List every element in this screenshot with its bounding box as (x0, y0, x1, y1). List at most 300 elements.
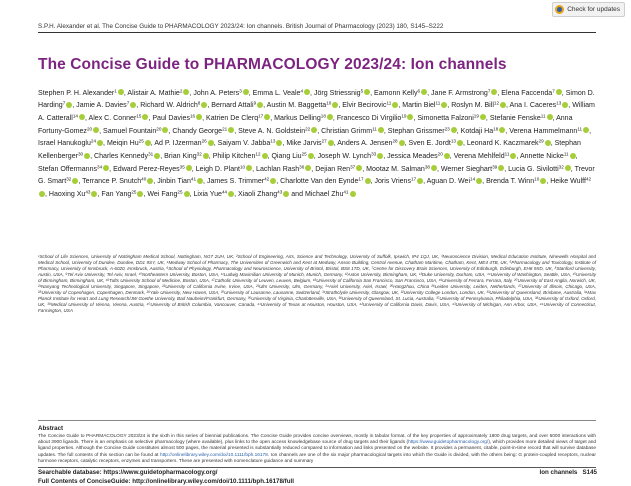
author-affiliation-number: 29 (538, 138, 544, 144)
crossmark-icon (555, 5, 564, 14)
author-item: Ana I. Caceres$^{13}$ , (509, 100, 573, 110)
orcid-icon[interactable] (480, 114, 486, 120)
author-affiliation-number: 7 (62, 100, 66, 106)
author-name[interactable]: Trevor G. Smart (38, 165, 595, 186)
orcid-icon[interactable] (203, 153, 209, 159)
author-item: Stefan Offermanns$^{34}$ , (38, 164, 114, 173)
author-item: Katrien De Clerq$^{17}$ , (206, 113, 275, 122)
author-item: James S. Trimmer$^{42}$ , (206, 176, 281, 186)
orcid-icon[interactable] (84, 153, 90, 159)
author-name[interactable]: Stephan Kellenberger (38, 140, 581, 161)
orcid-icon[interactable] (201, 102, 207, 108)
orcid-icon[interactable] (556, 89, 562, 95)
author-affiliation-number: 21 (222, 126, 228, 132)
author-item: Annette Nicke$^{11}$ , (519, 151, 578, 161)
author-name[interactable]: Brenda T. Winn (486, 178, 535, 186)
author-name[interactable]: Mootaz M. Salman (366, 165, 425, 173)
author-item: Philip Kitchen$^{12}$ , (212, 151, 272, 161)
author-affiliation-number: 41 (190, 176, 197, 182)
author-affiliation-number: 10 (534, 176, 540, 182)
author-name[interactable]: Stefanie Fenske (489, 114, 541, 122)
orcid-icon[interactable] (305, 165, 311, 171)
orcid-icon[interactable] (500, 102, 506, 108)
author-item: Jinbin Tian$^{41}$ , (157, 176, 207, 186)
orcid-icon[interactable] (130, 102, 136, 108)
orcid-icon[interactable] (91, 191, 97, 197)
author-affiliation-number: 37 (350, 164, 356, 170)
author-affiliation-number: 40 (141, 176, 147, 182)
author-affiliation-number: 7 (552, 88, 555, 93)
author-name[interactable]: Saiyam V. Jabba (217, 140, 271, 148)
author-name[interactable]: Lixia Yue (193, 191, 222, 199)
author-affiliation-number: 5 (360, 88, 364, 93)
author-item: Brenda T. Winn$^{10}$ , (486, 176, 551, 186)
orcid-icon[interactable] (457, 140, 463, 146)
author-item: Heike Wulff$^{42}$, (38, 178, 591, 198)
author-item: Israel Hanukoglu$^{24}$ , (38, 138, 107, 148)
author-affiliation-number: 26 (201, 138, 207, 144)
author-item: Fan Yang$^{25}$ , (101, 189, 148, 199)
author-affiliation-number: 11 (563, 151, 569, 157)
author-item: Jessica Meades$^{20}$ , (387, 151, 454, 161)
author-affiliation-number: 11 (435, 100, 441, 106)
author-name[interactable]: Bernard Attali (211, 102, 254, 110)
footer-page-info (540, 469, 597, 476)
author-name[interactable]: Markus Delling (274, 114, 321, 122)
author-affiliation-number: 15 (136, 113, 142, 119)
full-contents-link[interactable]: http://onlinelibrary.wiley.com/doi/10.1111/bph.16178 (160, 452, 268, 458)
author-item: Wei Fang$^{25}$ , (147, 189, 194, 199)
author-affiliation-number: 10 (326, 100, 332, 106)
author-affiliation-number: 38 (424, 164, 430, 170)
orcid-icon[interactable] (328, 140, 334, 146)
abstract-body (38, 434, 596, 465)
author-item (305, 191, 356, 198)
orcid-icon[interactable] (350, 191, 356, 197)
orcid-icon[interactable] (365, 178, 371, 184)
author-affiliation-number: 41 (343, 189, 349, 195)
author-name[interactable]: Roslyn M. Bill (451, 102, 494, 110)
searchable-label: Searchable database: (38, 469, 104, 476)
author-item: Alistair A. Mathie$^2$ , (127, 88, 194, 97)
author-item: Verena Mehlfeld$^{11}$ , (453, 151, 520, 161)
author-name[interactable]: Ana I. Caceres (509, 102, 557, 110)
orcid-icon[interactable] (583, 127, 589, 133)
author-name[interactable]: Jessica Meades (387, 153, 438, 161)
orcid-icon[interactable] (66, 102, 72, 108)
orcid-icon[interactable] (246, 165, 252, 171)
orcid-icon[interactable] (562, 102, 568, 108)
orcid-icon[interactable] (308, 153, 314, 159)
author-name[interactable]: Stefan Offermanns (38, 165, 98, 173)
article-title: The Concise Guide to PHARMACOLOGY 2023/24: Ion channels (38, 56, 507, 73)
author-item: Edward Perez-Reyes$^{35}$ , (113, 164, 196, 173)
author-affiliation-number: 3 (239, 88, 242, 93)
author-affiliation-number: 43 (277, 189, 283, 195)
author-affiliation-number: 39 (492, 164, 498, 170)
author-name[interactable]: Verena Hammelmann (509, 127, 578, 135)
orcid-icon[interactable] (332, 102, 338, 108)
author-name[interactable]: Steve A. N. Goldstein (238, 127, 306, 135)
orcid-icon[interactable] (183, 89, 189, 95)
orcid-icon[interactable] (93, 127, 99, 133)
author-name[interactable]: Verena Mehlfeld (453, 153, 505, 161)
author-name[interactable]: Joseph W. Lynch (317, 153, 372, 161)
author-item: Saiyam V. Jabba$^{13}$ , (217, 138, 287, 148)
author-affiliation-number: 9 (253, 100, 257, 106)
author-name[interactable]: Samuel Fountain (103, 127, 157, 135)
author-name[interactable]: William A. Catterall (38, 102, 595, 122)
orcid-icon[interactable] (378, 127, 384, 133)
author-name[interactable]: Simon D. Harding (38, 89, 595, 110)
author-name[interactable]: Stephen P. H. Alexander (38, 89, 115, 97)
author-item: Roslyn M. Bill$^{12}$ , (451, 100, 510, 110)
author-affiliation-number: 22 (305, 126, 311, 132)
author-affiliation-number: 11 (504, 151, 510, 157)
author-item: Jamie A. Davies$^7$ , (76, 100, 141, 110)
author-affiliation-number: 16 (189, 113, 196, 119)
author-affiliation-number: 18 (493, 126, 499, 132)
orcid-icon[interactable] (196, 114, 202, 120)
author-item: Markus Delling$^{18}$ , (274, 113, 337, 122)
author-name[interactable]: Heike Wulff (550, 178, 586, 186)
orcid-icon[interactable] (399, 140, 405, 146)
author-name[interactable]: Alex C. Conner (88, 114, 137, 122)
orcid-icon[interactable] (364, 89, 370, 95)
author-item: Qiang Liu$^{25}$ , (271, 151, 318, 161)
author-affiliation-number: 33 (371, 151, 377, 157)
author-name[interactable]: Elvir Becirovic (342, 102, 387, 110)
author-item: William A. Catterall$^{14}$ , (38, 102, 595, 122)
author-item: Elena Faccenda$^7$ , (501, 88, 566, 97)
orcid-icon[interactable] (565, 165, 571, 171)
orcid-icon[interactable] (72, 178, 78, 184)
author-name[interactable]: Francesco Di Virgilio (336, 114, 402, 122)
author-affiliation-number: 42 (585, 176, 592, 182)
author-item: Stephen P. H. Alexander$^1$ , (38, 88, 128, 97)
orcid-icon[interactable] (264, 114, 270, 120)
orcid-icon[interactable] (97, 140, 103, 146)
author-item: John A. Peters$^3$ , (193, 88, 253, 97)
author-affiliation-number: 32 (66, 176, 72, 182)
orcid-icon[interactable] (276, 140, 282, 146)
author-name[interactable]: Leigh D. Plant (195, 165, 240, 173)
author-affiliation-number: 25 (138, 138, 144, 144)
orcid-icon[interactable] (103, 165, 109, 171)
orcid-icon[interactable] (327, 114, 333, 120)
author-affiliation-number: 44 (221, 189, 228, 195)
author-affiliation-number: 28 (392, 138, 398, 144)
author-name[interactable]: Charles Kennedy (94, 153, 149, 161)
author-item: Meiqin Hu$^{25}$ , (106, 138, 155, 148)
orcid-icon[interactable] (441, 102, 447, 108)
author-item: Lixia Yue$^{44}$ , (193, 189, 238, 199)
author-name[interactable]: Terrance P. Snutch (82, 178, 142, 186)
orcid-icon[interactable] (154, 153, 160, 159)
author-item: Francesco Di Virgilio$^{19}$ , (336, 113, 418, 122)
abstract-divider (38, 420, 596, 421)
author-affiliation-number: 31 (148, 151, 154, 157)
orcid-icon[interactable] (162, 127, 168, 133)
orcid-icon[interactable] (476, 178, 482, 184)
author-name[interactable]: Jane F. Armstrong (431, 89, 488, 97)
author-affiliation-number: 19 (401, 113, 407, 119)
orcid-icon[interactable] (186, 165, 192, 171)
author-name[interactable]: Charlotte Van den Eynde (280, 178, 359, 186)
check-for-updates-button[interactable] (552, 2, 625, 17)
orcid-icon[interactable] (137, 191, 143, 197)
author-affiliation-number: 7 (126, 100, 130, 106)
author-name[interactable]: Fan Yang (101, 191, 132, 199)
author-name[interactable]: Richard W. Aldrich (140, 102, 198, 110)
orcid-icon[interactable] (257, 102, 263, 108)
author-name[interactable]: Ad P. IJzerman (154, 140, 202, 148)
author-affiliation-number: 14 (470, 176, 476, 182)
orcid-icon[interactable] (262, 153, 268, 159)
author-name[interactable]: Jamie A. Davies (76, 102, 127, 110)
author-name[interactable]: Leonard K. Kaczmarek (466, 140, 539, 148)
author-item: Lucia G. Sivilotti$^{32}$ , (508, 164, 575, 173)
author-affiliation-number: 35 (179, 164, 185, 170)
author-name[interactable]: Elena Faccenda (501, 89, 553, 97)
author-item: Paul Davies$^{16}$ , (152, 113, 207, 122)
author-name[interactable]: Xiaoli Zhang (237, 191, 278, 199)
author-affiliation-number: 6 (417, 88, 421, 93)
orcid-icon[interactable] (431, 165, 437, 171)
author-item: Trevor G. Smart$^{32}$ , (38, 165, 595, 186)
author-affiliation-number: 43 (85, 189, 91, 195)
author-item: Xiaoli Zhang$^{43}$ and (237, 189, 305, 199)
check-for-updates-label: Check for updates (567, 6, 620, 13)
author-item: Leonard K. Kaczmarek$^{29}$ , (466, 138, 555, 148)
author-name[interactable]: John A. Peters (193, 89, 240, 97)
author-name[interactable]: Joris Vriens (374, 178, 412, 186)
author-name[interactable]: James S. Trimmer (206, 178, 265, 186)
orcid-icon[interactable] (570, 153, 576, 159)
orcid-icon[interactable] (451, 127, 457, 133)
author-affiliation-number: 10 (240, 164, 246, 170)
author-name[interactable]: Austin M. Baggetta (266, 102, 327, 110)
orcid-icon[interactable] (228, 191, 234, 197)
orcid-icon[interactable] (407, 114, 413, 120)
orcid-icon[interactable] (545, 140, 551, 146)
author-item: Werner Sieghart$^{39}$ , (440, 164, 509, 173)
author-item: Ad P. IJzerman$^{26}$ , (154, 138, 218, 148)
orcid-icon[interactable] (145, 140, 151, 146)
orcid-icon[interactable] (142, 114, 148, 120)
author-item: Eamonn Kelly$^6$ , (374, 88, 432, 97)
author-item: Anna Fortuny-Gomez$^{20}$ , (38, 114, 573, 135)
author-affiliation-number: 36 (299, 164, 305, 170)
author-item: Stephan Kellenberger$^{30}$ , (38, 140, 581, 161)
author-item: Charles Kennedy$^{31}$ , (94, 151, 165, 161)
orcid-icon[interactable] (270, 178, 276, 184)
author-affiliation-number: 24 (90, 138, 97, 144)
author-name[interactable]: Paul Davies (152, 114, 190, 122)
author-item: Martin Biel$^{11}$ , (402, 100, 452, 110)
author-item: Jane F. Armstrong$^7$ , (431, 88, 502, 97)
running-head: S.P.H. Alexander et al. The Concise Guide to PHARMACOLOGY 2023/24: Ion channels. British Journal of Pharmacology (2023) 180, S145–S222 (38, 23, 444, 30)
author-affiliation-number: 25 (301, 151, 307, 157)
author-affiliation-number: 27 (321, 138, 327, 144)
author-name[interactable]: Christian Grimm (321, 127, 373, 135)
orcid-icon[interactable] (377, 153, 383, 159)
author-name[interactable]: Alistair A. Mathie (127, 89, 180, 97)
database-link[interactable]: https://www.guidetopharmacology.org/ (408, 440, 489, 446)
author-affiliation-number: 25 (177, 189, 183, 195)
author-item: Alex C. Conner$^{15}$ , (88, 113, 153, 122)
author-name[interactable]: Simonetta Falzoni (417, 114, 474, 122)
author-name[interactable]: Stephan Grissmer (387, 127, 445, 135)
orcid-icon[interactable] (392, 102, 398, 108)
author-affiliation-number: 13 (450, 138, 456, 144)
author-affiliation-number: 18 (320, 113, 326, 119)
author-name[interactable]: Kotdaji Ha (460, 127, 494, 135)
author-item: Lachlan Rash$^{36}$ , (256, 164, 316, 173)
orcid-icon[interactable] (118, 89, 124, 95)
author-item: Joris Vriens$^{17}$ , (374, 176, 427, 186)
footer-divider (38, 467, 596, 468)
author-affiliation-number: 12 (255, 151, 261, 157)
author-item: Aguan D. Wei$^{14}$ , (426, 176, 487, 186)
author-name[interactable]: Dejian Ren (315, 165, 351, 173)
author-affiliation-number: 17 (411, 176, 417, 182)
orcid-icon[interactable] (283, 191, 289, 197)
author-item: Simon D. Harding$^7$ , (38, 89, 595, 110)
author-name[interactable]: Jörg Striessnig (313, 89, 361, 97)
author-affiliation-number: 2 (179, 88, 183, 93)
author-affiliation-number: 13 (270, 138, 276, 144)
author-item: Mike Jarvis$^{27}$ , (286, 138, 338, 148)
author-affiliation-number: 17 (358, 176, 364, 182)
author-name[interactable]: Philip Kitchen (212, 153, 256, 161)
author-item: Richard W. Aldrich$^8$ , (140, 100, 212, 110)
abstract-text-2: ), which provides more detailed views of target and ligand properties. Although the Concise Guide constitutes almost 500 pages, the material presented is substantially reduced compared to information and links presented on the website. It provides a permanent, citable, point-in-time record that will survive database updates. The full contents of this section can be found at (38, 440, 596, 458)
author-affiliation-number: 42 (264, 176, 270, 182)
author-item: Jörg Striessnig$^5$ , (313, 88, 375, 97)
orcid-icon[interactable] (510, 153, 516, 159)
full-contents-url-link[interactable]: http://onlinelibrary.wiley.com/doi/10.1111/bph.16178/full (132, 477, 294, 485)
orcid-icon[interactable] (499, 127, 505, 133)
author-name[interactable]: Emma L. Veale (252, 89, 301, 97)
author-affiliation-number: 20 (437, 151, 443, 157)
author-name[interactable]: Werner Sieghart (440, 165, 493, 173)
author-name[interactable]: Qiang Liu (271, 153, 302, 161)
author-affiliation-number: 13 (556, 100, 562, 106)
author-name[interactable]: Katrien De Clerq (206, 114, 259, 122)
abstract-text-3: . Ion channels are one of the six major pharmacological targets into which the Guide is divided, with the others being: G protein-coupled receptors, nuclear hormone receptors, catalytic receptors, enzymes and transporters. These are presented with nomenclature guidance and summary (38, 452, 597, 464)
orcid-icon[interactable] (417, 178, 423, 184)
author-item: Bernard Attali$^9$ , (211, 100, 267, 110)
author-item: Chandy George$^{21}$ , (172, 126, 239, 135)
orcid-icon[interactable] (421, 89, 427, 95)
author-name[interactable]: Chandy George (172, 127, 223, 135)
orcid-icon[interactable] (208, 140, 214, 146)
author-item: Verena Hammelmann$^{11}$ , (509, 126, 592, 135)
header-divider (38, 32, 596, 33)
author-affiliation-number: 20 (156, 126, 162, 132)
author-name[interactable]: Meiqin Hu (106, 140, 139, 148)
orcid-icon[interactable] (356, 165, 362, 171)
author-name[interactable]: Brian King (164, 153, 197, 161)
orcid-icon[interactable] (147, 178, 153, 184)
author-affiliation-number: 32 (558, 164, 564, 170)
author-item: Kotdaji Ha$^{18}$ , (460, 126, 510, 135)
orcid-icon[interactable] (184, 191, 190, 197)
orcid-icon[interactable] (39, 191, 45, 197)
author-name[interactable]: Martin Biel (402, 102, 436, 110)
author-item: Mootaz M. Salman$^{38}$ , (366, 164, 441, 173)
orcid-icon[interactable] (243, 89, 249, 95)
orcid-icon[interactable] (498, 165, 504, 171)
author-affiliation-number: 30 (77, 151, 84, 157)
orcid-icon[interactable] (304, 89, 310, 95)
author-item: Anders A. Jensen$^{28}$ , (337, 138, 409, 148)
author-name[interactable]: Lachlan Rash (256, 165, 300, 173)
orcid-icon[interactable] (491, 89, 497, 95)
searchable-url-link[interactable]: https://www.guidetopharmacology.org/ (103, 469, 218, 476)
orcid-icon[interactable] (79, 114, 85, 120)
author-name[interactable]: Mike Jarvis (286, 140, 322, 148)
author-affiliation-number: 12 (493, 100, 500, 106)
author-item: Emma L. Veale$^4$ , (252, 88, 314, 97)
author-affiliation-number: 19 (473, 113, 479, 119)
author-item: Austin M. Baggetta$^{10}$ , (266, 100, 343, 110)
author-affiliation-number: 7 (487, 88, 491, 93)
orcid-icon[interactable] (311, 127, 317, 133)
orcid-icon[interactable] (547, 114, 553, 120)
author-name[interactable]: Eamonn Kelly (374, 89, 418, 97)
author-item: Stefanie Fenske$^{11}$ , (489, 113, 557, 122)
author-item: Steve A. N. Goldstein$^{22}$ , (238, 126, 322, 135)
author-name[interactable]: Haoxing Xu (48, 191, 86, 199)
author-name[interactable]: Anna Fortuny-Gomez (38, 114, 573, 135)
abstract-heading: Abstract (38, 425, 64, 432)
orcid-icon[interactable] (444, 153, 450, 159)
author-affiliation-number: 11 (540, 113, 546, 119)
author-name[interactable]: Lucia G. Sivilotti (508, 165, 559, 173)
author-name[interactable]: Edward Perez-Reyes (113, 165, 180, 173)
abstract-text-1: The Concise Guide to PHARMACOLOGY 2023/24 is the sixth in this series of biennial publications. The Concise Guide provides concise overviews, mostly in tabular format, of the key properties of approximately 1800 drug targets, and over 6000 interactions with about 3900 ligands. There is an emphasis on selective pharmacology (where available), plus links to the open access knowledgebase source of drug targets and their ligands ( (38, 434, 596, 446)
author-item: Christian Grimm$^{11}$ , (321, 126, 388, 135)
author-name[interactable]: Jinbin Tian (157, 178, 191, 186)
author-name[interactable]: Michael Zhu (304, 191, 344, 199)
author-name[interactable]: Wei Fang (147, 191, 178, 199)
author-affiliation-number: 14 (72, 113, 78, 119)
author-item: Samuel Fountain$^{20}$ , (103, 126, 173, 135)
author-item: Leigh D. Plant$^{10}$ , (195, 164, 257, 173)
author-name[interactable]: Aguan D. Wei (426, 178, 471, 186)
footer-section: Ion channels (539, 469, 578, 476)
orcid-icon[interactable] (197, 178, 203, 184)
orcid-icon[interactable] (540, 178, 546, 184)
author-affiliation-number: 11 (386, 100, 392, 106)
author-name[interactable]: Annette Nicke (519, 153, 564, 161)
orcid-icon[interactable] (228, 127, 234, 133)
author-item: Brian King$^{32}$ , (164, 151, 213, 161)
author-item: Charlotte Van den Eynde$^{17}$ , (280, 176, 375, 186)
affiliations: ¹School of Life Sciences, University of Nottingham Medical School, Nottingham, NG7 2UH, UK, ²School of Engineering, Arts, Science and Technology, University of Suffolk, Ipswich, IP4 1QJ, UK, ³Neuroscience Division, Medical Education Institute, Ninewells Hospital and Medical School, University of Dundee, Dundee, DD1 9SY, UK, ⁴Medway School of Pharmacy, The Universities of Greenwich and Kent at Medway, Anson Building, Central Avenue, Chatham Maritime, Chatham, Kent, ME4 4TB, UK, ⁵Pharmacology and Toxicology, Institute of Pharmacy, University of Innsbruck, A-6020, Innsbruck, Austria, ⁶School of Physiology, Pharmacology and Neuroscience, University of Bristol, Bristol, BS8 1TD, UK, ⁷Centre for Discovery Brain Sciences, University of Edinburgh, Edinburgh, EH8 9XD, UK, ⁸Stanford University, Austin, USA, ⁹Tel Aviv University, Tel Aviv, Israel, ¹⁰Northeastern University, Boston, USA, ¹¹Ludwig Maximilian University of Munich, Munich, Germany, ¹²Aston University, Birmingham, UK, ¹³Duke University, Durham, USA, ¹⁴University of Washington, Seattle, USA, ¹⁵University of Birmingham, Birmingham, UK, ¹⁶Tufts University School of Medicine, Boston, USA, ¹⁷Catholic University of Leuven, Leuven, Belgium, ¹⁸University of California San Francisco, San Francisco, USA, ¹⁹University of Ferrara, Ferrara, Italy, ²⁰University of East Anglia, Norwich, UK, ²¹Nanyang Technological University, Singapore, Singapore, ²²University of California Irvine, Irvine, USA, ²³Ulm University, Ulm, Germany, ²⁴Ariel University, Ariel, Israel, ²⁵Hangzhou, China ²⁶Leiden University, Leiden, Netherlands, ²⁷University of Illinois, Chicago, USA, ²⁸University of Copenhagen, Copenhagen, Denmark, ²⁹Yale University, New Haven, USA, ³⁰University of Lausanne, Lausanne, Switzerland, ³¹Strathclyde University, Glasgow, UK, ³²University College London, London, UK, ³³University of Queensland, Brisbane, Australia, ³⁴Max Planck Institute for Heart and Lung Research/JW Goethe University, Bad Nauheim/Frankfurt, Germany, ³⁵University of Virginia, Charlottesville, USA, ³⁶University of Queensland, St. Lucia, Australia, ³⁷University of Pennsylvania, Philadelphia, USA, ³⁸University of Oxford, Oxford, UK, ³⁹Medical University of Vienna, Vienna, Austria, ⁴⁰University of British Columbia, Vancouver, Canada, ⁴¹University of Texas at Houston, Houston, USA, ⁴²University of California Davis, Davis, USA, ⁴³University of Michigan, Ann Arbor, USA, ⁴⁴University of Connecticut, Farmington, USA (38, 254, 596, 314)
footer-links (38, 469, 294, 486)
author-affiliation-number: 17 (258, 113, 264, 119)
author-name[interactable]: Sven E. Jordt (408, 140, 451, 148)
author-name[interactable]: Anders A. Jensen (337, 140, 393, 148)
author-list (38, 86, 596, 200)
author-affiliation-number: 8 (197, 100, 201, 106)
author-item: Dejian Ren$^{37}$ , (315, 164, 367, 173)
author-name[interactable]: Israel Hanukoglu (38, 140, 91, 148)
author-item: Joseph W. Lynch$^{33}$ , (317, 151, 388, 161)
